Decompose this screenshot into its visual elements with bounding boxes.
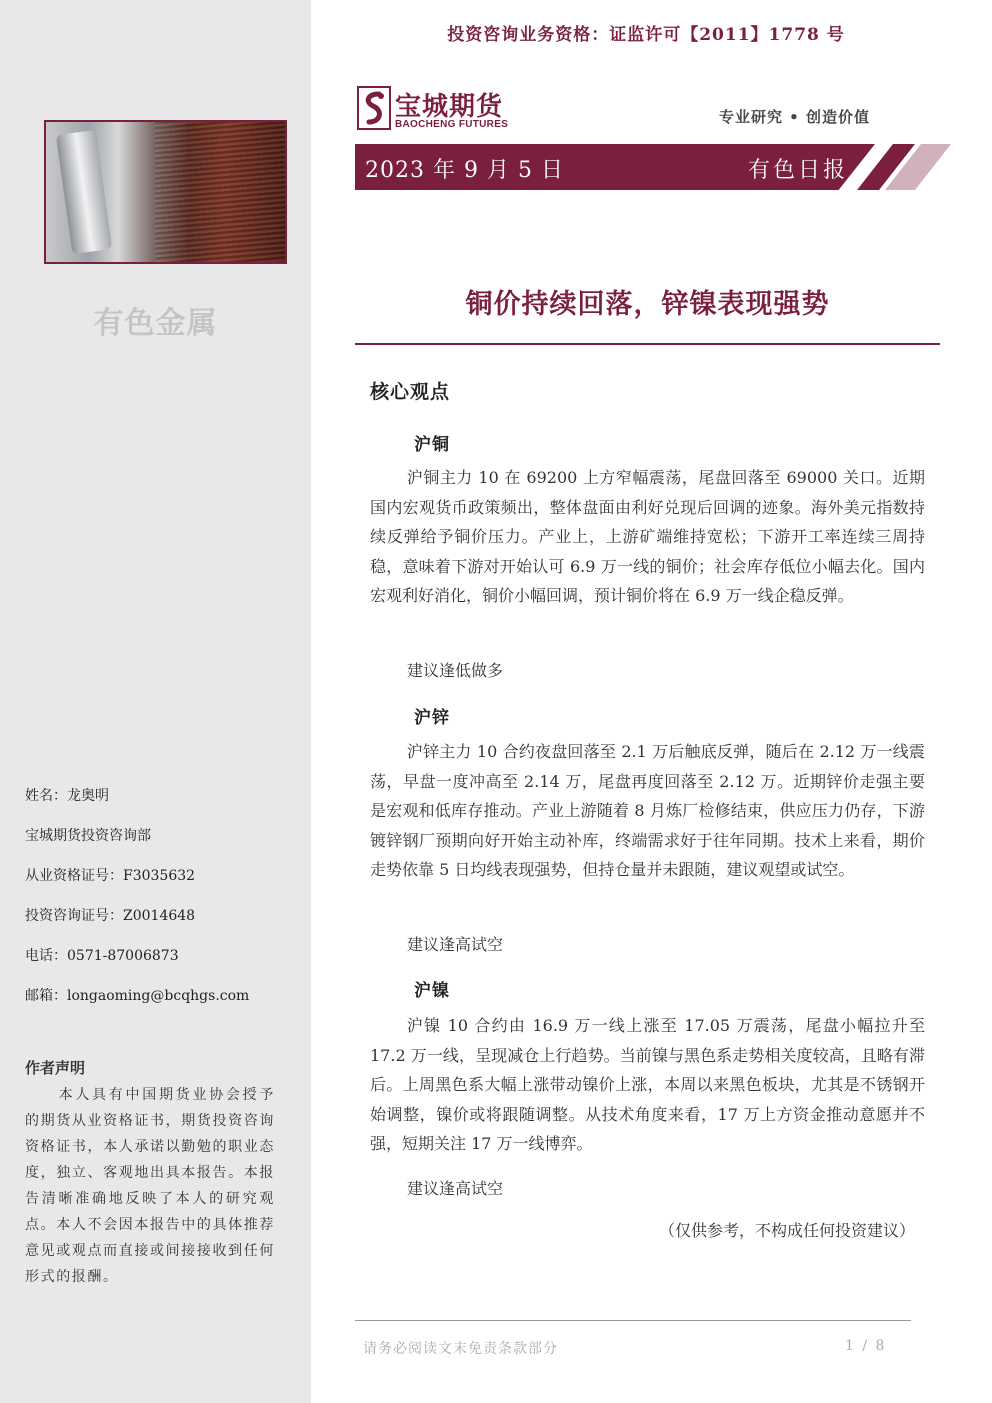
qualification-number: 从业资格证号：F3035632 bbox=[25, 868, 196, 884]
copper-wire-graphic bbox=[155, 122, 285, 262]
slogan: 专业研究 • 创造价值 bbox=[718, 108, 870, 126]
left-sidebar bbox=[0, 0, 311, 1403]
author-department: 宝城期货投资咨询部 bbox=[25, 828, 151, 844]
footer-notice: 请务必阅读文末免责条款部分 bbox=[363, 1341, 558, 1357]
copper-coil-photo bbox=[44, 120, 287, 264]
copper-analysis: 沪铜主力 10 在 69200 上方窄幅震荡，尾盘回落至 69000 关口。近期国内宏观货币政策频出，整体盘面由利好兑现后回调的迹象。海外美元指数持续反弹给予铜价压力。产业上，上游矿端维持宽松；下游开工率连续三周持稳，意味着下游对开始认可 6.9 万一线的铜价；社会库存低位小幅去化。国内宏观利好消化，铜价小幅回调，预计铜价将在 6.9 万一线企稳反弹。 bbox=[370, 468, 925, 605]
author-info bbox=[25, 776, 249, 1016]
headline-divider bbox=[355, 343, 940, 345]
copper-advice: 建议逢低做多 bbox=[407, 661, 504, 680]
report-headline: 铜价持续回落，锌镍表现强势 bbox=[465, 289, 830, 320]
copper-title: 沪铜 bbox=[414, 435, 450, 455]
zinc-advice: 建议逢高试空 bbox=[407, 935, 504, 954]
report-date: 2023 年 9 月 5 日 bbox=[365, 158, 564, 183]
logo-mark-icon bbox=[357, 86, 391, 130]
license-line: 投资咨询业务资格：证监许可【2011】1778 号 bbox=[447, 25, 845, 45]
nickel-title: 沪镍 bbox=[414, 981, 450, 1001]
zinc-title: 沪锌 bbox=[414, 708, 450, 728]
metal-tube-graphic bbox=[56, 130, 112, 254]
footer-divider bbox=[355, 1320, 911, 1321]
consulting-number: 投资咨询证号：Z0014648 bbox=[25, 908, 196, 924]
section-title: 核心观点 bbox=[370, 381, 451, 403]
nickel-analysis: 沪镍 10 合约由 16.9 万一线上涨至 17.05 万震荡，尾盘小幅拉升至 17.2 万一线，呈现减仓上行趋势。当前镍与黑色系走势相关度较高，且略有滞后。上周黑色系大幅上涨带动镍价上涨，本周以来黑色板块，尤其是不锈钢开始调整，镍价或将跟随调整。从技术角度来看，17 万上方资金推动意愿并不强，短期关注 17 万一线博弈。 bbox=[370, 1016, 925, 1153]
nickel-advice: 建议逢高试空 bbox=[407, 1179, 504, 1198]
company-logo bbox=[357, 86, 522, 132]
date-banner bbox=[355, 144, 940, 190]
page-number: 1 / 8 bbox=[845, 1338, 887, 1354]
author-phone: 电话：0571-87006873 bbox=[25, 948, 179, 964]
logo-english-name: BAOCHENG FUTURES bbox=[395, 119, 509, 130]
author-statement-title: 作者声明 bbox=[25, 1059, 86, 1077]
disclaimer-note: （仅供参考，不构成任何投资建议） bbox=[658, 1221, 915, 1240]
sector-title: 有色金属 bbox=[93, 306, 218, 341]
author-statement-body: 本人具有中国期货业协会授予的期货从业资格证书，期货投资咨询资格证书，本人承诺以勤勉的职业态度，独立、客观地出具本报告。本报告清晰准确地反映了本人的研究观点。本人不会因本报告中的具体推荐意见或观点而直接或间接接收到任何形式的报酬。 bbox=[25, 1087, 275, 1285]
logo-chinese-name: 宝城期货 bbox=[395, 92, 504, 122]
author-email[interactable]: 邮箱：longaoming@bcqhgs.com bbox=[25, 988, 250, 1004]
report-type: 有色日报 bbox=[748, 158, 849, 183]
zinc-analysis: 沪锌主力 10 合约夜盘回落至 2.1 万后触底反弹，随后在 2.12 万一线震荡，早盘一度冲高至 2.14 万，尾盘再度回落至 2.12 万。近期锌价走强主要是宏观和低库存推动。产业上游随着 8 月炼厂检修结束，供应压力仍存，下游镀锌钢厂预期向好开始主动补库，终端需求好于往年同期。技术上来看，期价走势依靠 5 日均线表现强势，但持仓量并未跟随，建议观望或试空。 bbox=[370, 742, 925, 879]
author-name: 姓名：龙奥明 bbox=[25, 788, 109, 804]
